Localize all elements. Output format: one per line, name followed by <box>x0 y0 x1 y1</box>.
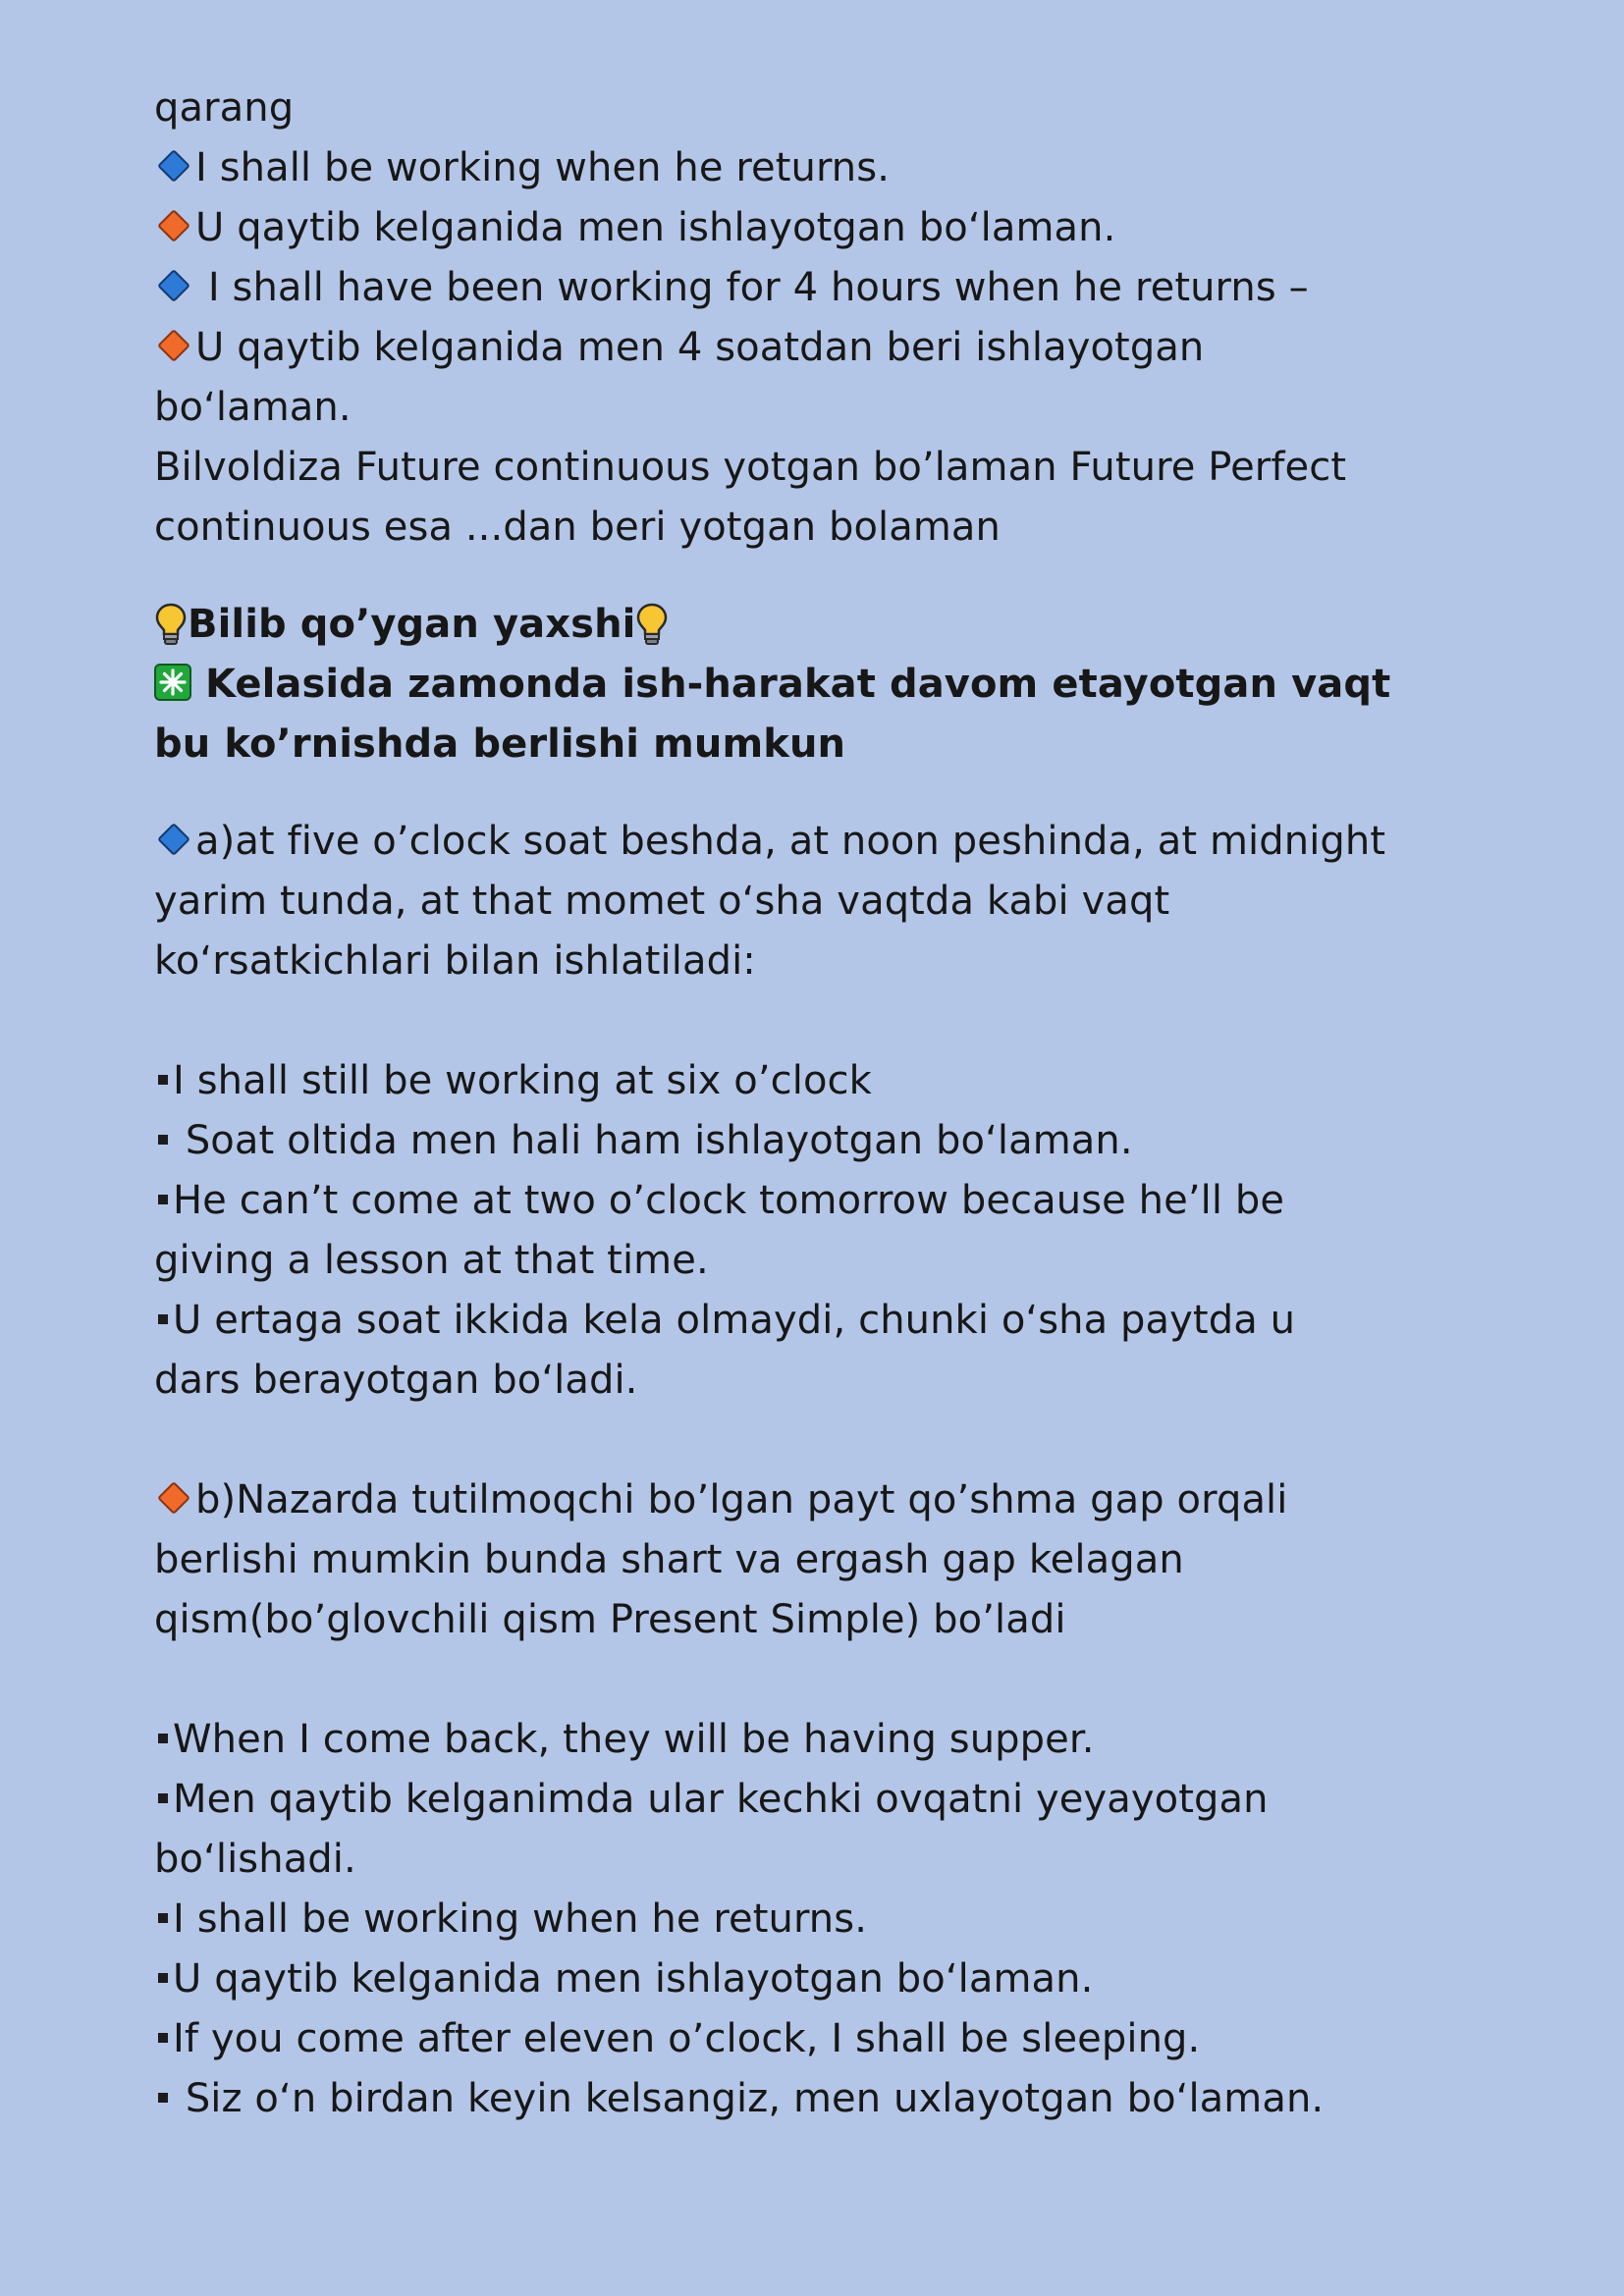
intro-text: bo‘laman. <box>154 385 352 430</box>
intro-text: qarang <box>154 85 295 131</box>
section-b-text: qism(bo’glovchili qism Present Simple) bo’ladi <box>154 1597 1066 1642</box>
intro-text: U qaytib kelganida men ishlayotgan bo‘laman. <box>195 205 1116 250</box>
spacer <box>154 558 1529 595</box>
tip-heading-text: bu ko’rnishda berlishi mumkun <box>154 721 846 767</box>
example-text: When I come back, they will be having supper. <box>173 1717 1095 1762</box>
page-text <box>154 79 1529 2129</box>
small-square-icon <box>158 1075 168 1085</box>
intro-line-7 <box>154 438 1529 498</box>
small-square-icon <box>158 1973 168 1983</box>
example-text: Men qaytib kelganimda ular kechki ovqatni yeyayotgan <box>173 1777 1269 1822</box>
tip-heading-line-1 <box>154 655 1529 715</box>
light-bulb-icon <box>154 602 188 647</box>
example-text: Soat oltida men hali ham ishlayotgan bo‘laman. <box>173 1118 1133 1163</box>
intro-line-6 <box>154 378 1529 438</box>
example-text: bo‘lishadi. <box>154 1837 356 1882</box>
section-a-text: yarim tunda, at that momet o‘sha vaqtda kabi vaqt <box>154 879 1170 924</box>
intro-text: I shall have been working for 4 hours when he returns – <box>195 265 1309 310</box>
list-item <box>154 1111 1529 1171</box>
list-item <box>154 1291 1529 1351</box>
intro-line-5 <box>154 318 1529 378</box>
example-text: I shall be working when he returns. <box>173 1896 868 1942</box>
blue-diamond-icon <box>157 823 190 856</box>
section-b-text: b)Nazarda tutilmoqchi bo’lgan payt qo’shma gap orqali <box>195 1477 1288 1522</box>
tip-heading-line-2 <box>154 715 1529 774</box>
section-a-text: ko‘rsatkichlari bilan ishlatiladi: <box>154 938 756 984</box>
tip-title-text: Bilib qo’ygan yaxshi <box>188 602 636 647</box>
light-bulb-icon <box>635 602 669 647</box>
small-square-icon <box>158 1135 168 1145</box>
orange-diamond-icon <box>157 209 190 242</box>
section-b-line-2 <box>154 1530 1529 1590</box>
list-item <box>154 1949 1529 2009</box>
section-b-line-3 <box>154 1590 1529 1650</box>
orange-diamond-icon <box>157 329 190 362</box>
blue-diamond-icon <box>157 149 190 183</box>
list-item <box>154 1890 1529 1949</box>
orange-diamond-icon <box>157 1481 190 1515</box>
section-a-line-1 <box>154 812 1529 872</box>
spacer <box>154 774 1529 812</box>
list-item-continuation <box>154 1231 1529 1291</box>
example-text: I shall still be working at six o’clock <box>173 1058 872 1103</box>
section-a-line-2 <box>154 872 1529 932</box>
intro-text: Bilvoldiza Future continuous yotgan bo’laman Future Perfect <box>154 445 1347 490</box>
list-item <box>154 1051 1529 1111</box>
intro-line-1 <box>154 79 1529 138</box>
small-square-icon <box>158 1793 168 1803</box>
spacer <box>154 1650 1529 1710</box>
example-text: If you come after eleven o’clock, I shall be sleeping. <box>173 2016 1201 2061</box>
list-item-continuation <box>154 1830 1529 1890</box>
list-item <box>154 1770 1529 1830</box>
spacer <box>154 991 1529 1051</box>
example-text: Siz o‘n birdan keyin kelsangiz, men uxlayotgan bo‘laman. <box>173 2076 1325 2121</box>
small-square-icon <box>158 1314 168 1324</box>
small-square-icon <box>158 2093 168 2103</box>
spacer <box>154 1411 1529 1470</box>
intro-text: continuous esa ...dan beri yotgan bolaman <box>154 505 1001 550</box>
example-text: U ertaga soat ikkida kela olmaydi, chunki o‘sha paytda u <box>173 1298 1296 1343</box>
list-item <box>154 1710 1529 1770</box>
small-square-icon <box>158 1734 168 1743</box>
intro-line-2 <box>154 138 1529 198</box>
intro-line-4 <box>154 258 1529 318</box>
intro-text: I shall be working when he returns. <box>195 145 891 190</box>
example-text: dars berayotgan bo‘ladi. <box>154 1358 638 1403</box>
tip-heading-text: Kelasida zamonda ish-harakat davom etayotgan vaqt <box>205 662 1391 707</box>
list-item-continuation <box>154 1351 1529 1411</box>
tip-title <box>154 595 1529 655</box>
section-a-text: a)at five o’clock soat beshda, at noon peshinda, at midnight <box>195 819 1386 864</box>
section-b-line-1 <box>154 1470 1529 1530</box>
list-item <box>154 2009 1529 2069</box>
small-square-icon <box>158 1195 168 1204</box>
section-b-text: berlishi mumkin bunda shart va ergash gap kelagan <box>154 1537 1184 1582</box>
intro-line-3 <box>154 198 1529 258</box>
small-square-icon <box>158 2033 168 2043</box>
section-a-line-3 <box>154 932 1529 991</box>
small-square-icon <box>158 1913 168 1923</box>
example-text: giving a lesson at that time. <box>154 1238 709 1283</box>
list-item <box>154 1171 1529 1231</box>
example-text: He can’t come at two o’clock tomorrow because he’ll be <box>173 1178 1285 1223</box>
eight-spoked-asterisk-icon <box>154 664 191 701</box>
list-item <box>154 2069 1529 2129</box>
intro-line-8 <box>154 498 1529 558</box>
example-text: U qaytib kelganida men ishlayotgan bo‘laman. <box>173 1956 1094 2002</box>
blue-diamond-icon <box>157 269 190 302</box>
intro-text: U qaytib kelganida men 4 soatdan beri ishlayotgan <box>195 325 1205 370</box>
